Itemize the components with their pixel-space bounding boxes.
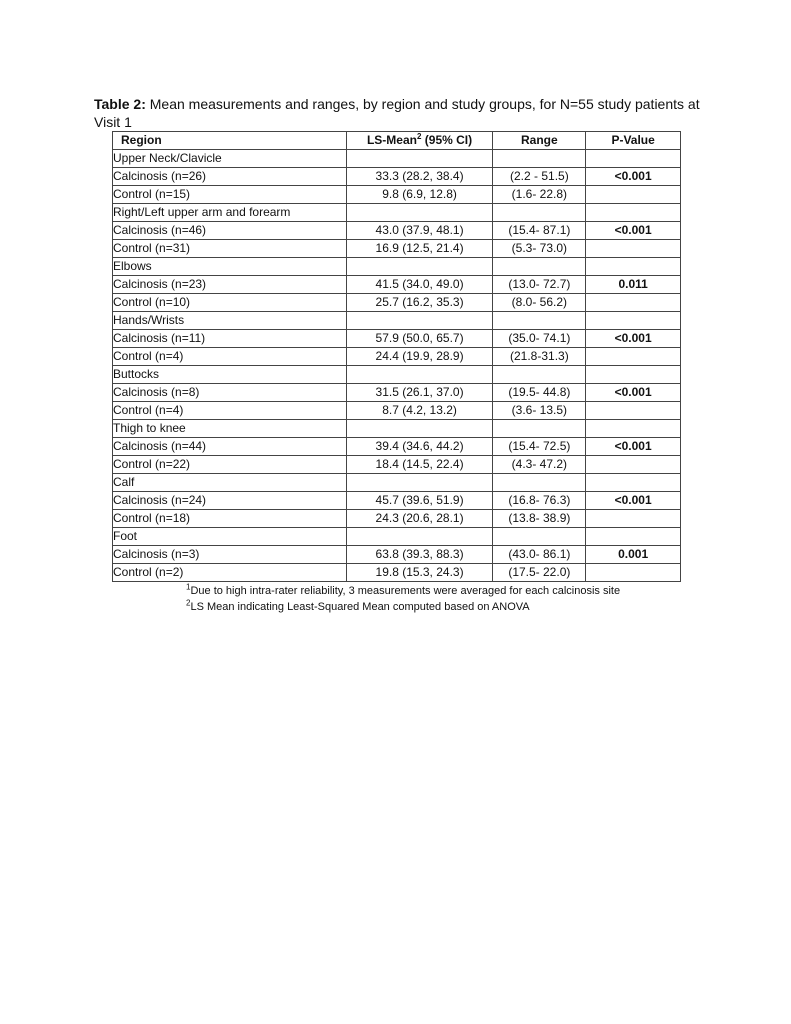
region-label: Upper Neck/Clavicle [113, 150, 347, 168]
empty-cell [346, 204, 493, 222]
pvalue-cell [586, 510, 681, 528]
empty-cell [586, 420, 681, 438]
table-row [113, 546, 681, 564]
region-label: Calf [113, 474, 347, 492]
region-label: Buttocks [113, 366, 347, 384]
range-cell: (4.3- 47.2) [493, 456, 586, 474]
pvalue-cell: <0.001 [586, 330, 681, 348]
ci-cell: 16.9 (12.5, 21.4) [346, 240, 493, 258]
empty-cell [586, 204, 681, 222]
range-cell: (15.4- 87.1) [493, 222, 586, 240]
group-cell: Control (n=4) [113, 348, 347, 366]
region-label: Hands/Wrists [113, 312, 347, 330]
table-row [113, 240, 681, 258]
pvalue-cell [586, 564, 681, 582]
pvalue-cell: 0.001 [586, 546, 681, 564]
table-row [113, 384, 681, 402]
ci-cell: 33.3 (28.2, 38.4) [346, 168, 493, 186]
empty-cell [346, 420, 493, 438]
pvalue-cell: <0.001 [586, 222, 681, 240]
range-cell: (16.8- 76.3) [493, 492, 586, 510]
empty-cell [586, 312, 681, 330]
pvalue-cell [586, 240, 681, 258]
pvalue-cell: <0.001 [586, 384, 681, 402]
region-label: Right/Left upper arm and forearm [113, 204, 347, 222]
ci-cell: 24.4 (19.9, 28.9) [346, 348, 493, 366]
empty-cell [586, 366, 681, 384]
table-row [113, 330, 681, 348]
ci-cell: 45.7 (39.6, 51.9) [346, 492, 493, 510]
table-row [113, 276, 681, 294]
table-body [113, 150, 681, 582]
group-cell: Control (n=2) [113, 564, 347, 582]
group-cell: Calcinosis (n=26) [113, 168, 347, 186]
group-cell: Calcinosis (n=8) [113, 384, 347, 402]
empty-cell [493, 474, 586, 492]
pvalue-cell [586, 294, 681, 312]
region-row [113, 204, 681, 222]
range-cell: (13.0- 72.7) [493, 276, 586, 294]
pvalue-cell: <0.001 [586, 438, 681, 456]
region-row [113, 150, 681, 168]
empty-cell [346, 258, 493, 276]
group-cell: Control (n=31) [113, 240, 347, 258]
empty-cell [346, 366, 493, 384]
table-row [113, 168, 681, 186]
ci-cell: 8.7 (4.2, 13.2) [346, 402, 493, 420]
ci-cell: 24.3 (20.6, 28.1) [346, 510, 493, 528]
empty-cell [346, 312, 493, 330]
empty-cell [346, 474, 493, 492]
range-cell: (3.6- 13.5) [493, 402, 586, 420]
range-cell: (15.4- 72.5) [493, 438, 586, 456]
ci-cell: 31.5 (26.1, 37.0) [346, 384, 493, 402]
ci-cell: 9.8 (6.9, 12.8) [346, 186, 493, 204]
ci-cell: 41.5 (34.0, 49.0) [346, 276, 493, 294]
pvalue-cell [586, 186, 681, 204]
range-cell: (43.0- 86.1) [493, 546, 586, 564]
range-cell: (13.8- 38.9) [493, 510, 586, 528]
footnotes [186, 583, 620, 615]
group-cell: Calcinosis (n=44) [113, 438, 347, 456]
group-cell: Calcinosis (n=3) [113, 546, 347, 564]
table-row [113, 294, 681, 312]
region-row [113, 474, 681, 492]
region-label: Elbows [113, 258, 347, 276]
region-label: Foot [113, 528, 347, 546]
table-row [113, 456, 681, 474]
table-row [113, 402, 681, 420]
region-row [113, 528, 681, 546]
header-range: Range [493, 132, 586, 150]
empty-cell [493, 258, 586, 276]
group-cell: Calcinosis (n=46) [113, 222, 347, 240]
header-region: Region [113, 132, 347, 150]
footnote-2: $^2$LS Mean indicating Least-Squared Mean computed based on ANOVA [186, 598, 530, 613]
range-cell: (35.0- 74.1) [493, 330, 586, 348]
empty-cell [493, 366, 586, 384]
group-cell: Control (n=22) [113, 456, 347, 474]
pvalue-cell: 0.011 [586, 276, 681, 294]
ci-cell: 39.4 (34.6, 44.2) [346, 438, 493, 456]
group-cell: Calcinosis (n=23) [113, 276, 347, 294]
range-cell: (19.5- 44.8) [493, 384, 586, 402]
region-row [113, 312, 681, 330]
table-caption [94, 95, 704, 131]
range-cell: (5.3- 73.0) [493, 240, 586, 258]
empty-cell [493, 150, 586, 168]
group-cell: Calcinosis (n=24) [113, 492, 347, 510]
pvalue-cell: <0.001 [586, 492, 681, 510]
ci-cell: 18.4 (14.5, 22.4) [346, 456, 493, 474]
empty-cell [586, 474, 681, 492]
range-cell: (8.0- 56.2) [493, 294, 586, 312]
footnote-1: $^1$Due to high intra-rater reliability, 3 measurements were averaged for each calcinosis site [186, 582, 621, 597]
pvalue-cell [586, 348, 681, 366]
empty-cell [493, 420, 586, 438]
empty-cell [586, 528, 681, 546]
range-cell: (2.2 - 51.5) [493, 168, 586, 186]
region-row [113, 420, 681, 438]
empty-cell [346, 528, 493, 546]
region-label: Thigh to knee [113, 420, 347, 438]
empty-cell [493, 528, 586, 546]
header-lsmean: LS-Mean$^2$ (95% CI) [346, 132, 493, 150]
empty-cell [493, 204, 586, 222]
ci-cell: 57.9 (50.0, 65.7) [346, 330, 493, 348]
group-cell: Control (n=15) [113, 186, 347, 204]
table-row [113, 186, 681, 204]
empty-cell [586, 258, 681, 276]
empty-cell [586, 150, 681, 168]
table-row [113, 510, 681, 528]
table-row [113, 438, 681, 456]
ci-cell: 43.0 (37.9, 48.1) [346, 222, 493, 240]
caption-text: Mean measurements and ranges, by region and study groups, for N=55 study patients at Visit 1 [94, 96, 700, 130]
group-cell: Control (n=4) [113, 402, 347, 420]
table-row [113, 492, 681, 510]
header-pvalue: P-Value [586, 132, 681, 150]
ci-cell: 19.8 (15.3, 24.3) [346, 564, 493, 582]
table-row [113, 348, 681, 366]
caption-label: Table 2: [94, 96, 146, 112]
range-cell: (17.5- 22.0) [493, 564, 586, 582]
empty-cell [493, 312, 586, 330]
ci-cell: 25.7 (16.2, 35.3) [346, 294, 493, 312]
range-cell: (1.6- 22.8) [493, 186, 586, 204]
empty-cell [346, 150, 493, 168]
header-row [113, 132, 681, 150]
table-row [113, 222, 681, 240]
group-cell: Calcinosis (n=11) [113, 330, 347, 348]
table-row [113, 564, 681, 582]
region-row [113, 258, 681, 276]
group-cell: Control (n=18) [113, 510, 347, 528]
measurements-table [112, 131, 681, 582]
range-cell: (21.8-31.3) [493, 348, 586, 366]
pvalue-cell: <0.001 [586, 168, 681, 186]
group-cell: Control (n=10) [113, 294, 347, 312]
region-row [113, 366, 681, 384]
pvalue-cell [586, 402, 681, 420]
pvalue-cell [586, 456, 681, 474]
ci-cell: 63.8 (39.3, 88.3) [346, 546, 493, 564]
